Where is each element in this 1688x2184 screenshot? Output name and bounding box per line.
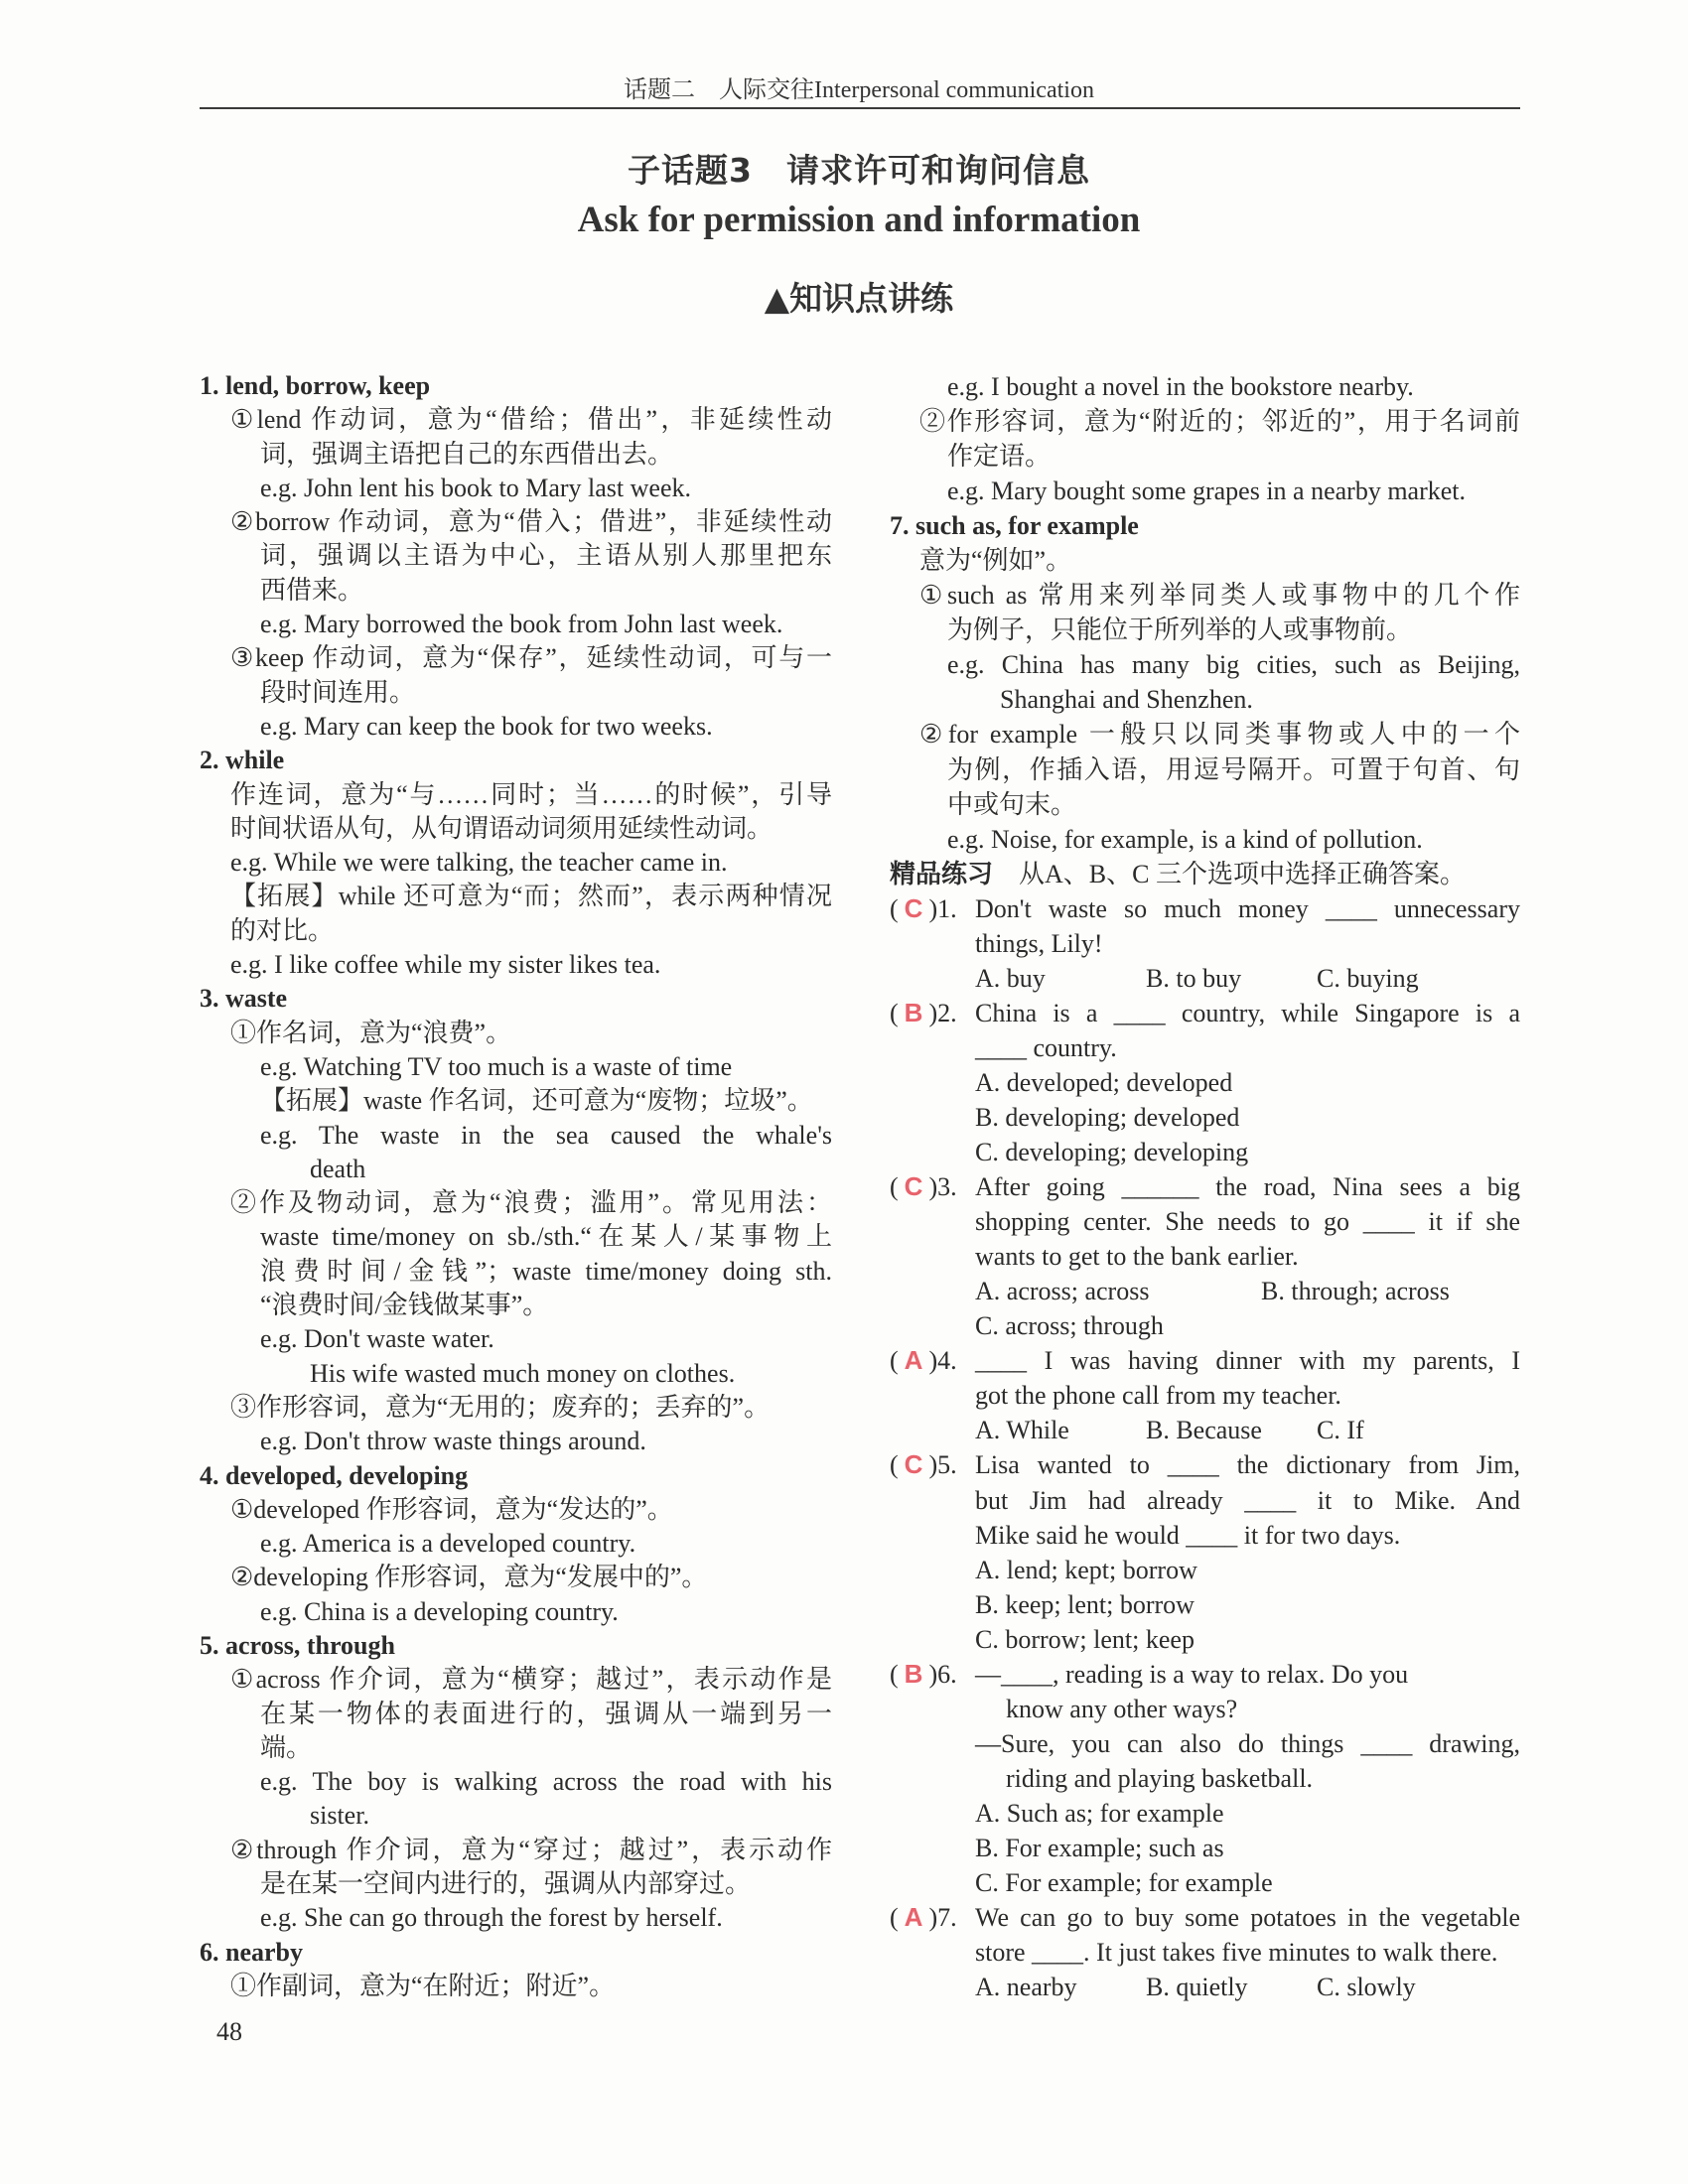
text-line (200, 1527, 832, 1561)
line-text: 作连词，意为“与……同时；当……的时候”，引导 (230, 779, 832, 809)
line-text: 从A、B、C 三个选项中选择正确答案。 (993, 859, 1466, 888)
line-text: After going ______ the road, Nina sees a big (975, 1172, 1520, 1202)
text-line (887, 1761, 1520, 1796)
line-text: 段时间连用。 (260, 677, 416, 707)
line-text: things, Lily! (975, 928, 1103, 958)
line-text: got the phone call from my teacher. (975, 1381, 1341, 1411)
text-line (200, 1425, 832, 1458)
line-text: ②through 作介词，意为“穿过；越过”，表示动作 (230, 1835, 832, 1864)
text-line (200, 880, 832, 913)
text-line (200, 778, 832, 812)
text-line (887, 717, 1520, 751)
text-line (200, 472, 832, 505)
line-text: 4. developed, developing (200, 1460, 469, 1490)
line-text: e.g. While we were talking, the teacher came in. (230, 848, 728, 878)
line-text: waste time/money on sb./sth.“在某人/某事物上 (260, 1222, 832, 1252)
line-text: A. developed; developed (975, 1067, 1233, 1097)
question-line (887, 1900, 1520, 1935)
header-rule (200, 107, 1520, 109)
text-line (200, 1799, 832, 1833)
line-text: e.g. Mary borrowed the book from John last week. (260, 610, 783, 639)
line-text: e.g. I bought a novel in the bookstore nearby. (947, 372, 1414, 401)
line-text: ③keep 作动词，意为“保存”，延续性动词，可与一 (230, 643, 832, 673)
item-heading (200, 982, 832, 1016)
text-line (887, 1378, 1520, 1413)
line-text: e.g. Watching TV too much is a waste of time (260, 1051, 733, 1081)
line-text: B. For example; such as (975, 1833, 1224, 1862)
line-text: sister. (310, 1801, 369, 1831)
text-line (200, 1186, 832, 1220)
line-text: 5. across, through (200, 1630, 395, 1660)
line-text: C. developing; developing (975, 1138, 1249, 1167)
question-prefix: ( B )6. (890, 1658, 957, 1689)
line-text: e.g. She can go through the forest by herself. (260, 1903, 723, 1933)
question-number: 4. (937, 1346, 957, 1376)
options-line (887, 1413, 1520, 1447)
question-prefix: ( A )7. (890, 1902, 957, 1933)
question-line (887, 1657, 1520, 1692)
line-text: 在某一物体的表面进行的，强调从一端到另一 (260, 1699, 832, 1728)
text-line (887, 1935, 1520, 1970)
line-text: A. Such as; for example (975, 1798, 1224, 1828)
line-text: ①developed 作形容词，意为“发达的”。 (230, 1494, 673, 1524)
line-text: but Jim had already ____ it to Mike. And (975, 1485, 1520, 1515)
line-text: —Sure, you can also do things ____ drawing, (975, 1728, 1520, 1758)
line-text: B. developing; developed (975, 1102, 1240, 1132)
text-line (887, 682, 1520, 717)
line-text: 【拓展】while 还可意为“而；然而”，表示两种情况 (230, 882, 832, 911)
line-text: ③作形容词，意为“无用的；废弃的；丢弃的”。 (230, 1392, 771, 1422)
line-text: wants to get to the bank earlier. (975, 1242, 1299, 1272)
text-line (200, 1834, 832, 1867)
text-line (200, 1084, 832, 1118)
text-line (200, 846, 832, 880)
text-line (200, 948, 832, 982)
text-line (887, 1553, 1520, 1587)
question-number: 2. (937, 998, 957, 1027)
line-text: 为例，作插入语，用逗号隔开。可置于句首、句 (947, 754, 1520, 784)
text-line (200, 1493, 832, 1527)
item-heading (200, 1629, 832, 1663)
line-text: 的对比。 (230, 915, 335, 945)
topic-title-en: Ask for permission and information (577, 200, 1141, 240)
text-line (887, 543, 1520, 578)
line-text: 3. waste (200, 984, 288, 1014)
option: C. slowly (1317, 1973, 1416, 2002)
item-heading (200, 744, 832, 777)
text-line (200, 1663, 832, 1697)
question-line (887, 891, 1520, 926)
answer-mark: C (904, 1171, 923, 1202)
option: A. across; across (975, 1277, 1150, 1306)
answer-mark: B (904, 997, 923, 1027)
item-heading (200, 369, 832, 403)
question-number: 5. (937, 1450, 957, 1480)
question-number: 6. (937, 1659, 957, 1689)
text-line (887, 1587, 1520, 1622)
line-text: Don't waste so much money ____ unnecessary (975, 893, 1520, 923)
line-text: ____ country. (975, 1032, 1117, 1062)
line-text: e.g. Don't waste water. (260, 1324, 494, 1354)
line-text: 中或句末。 (947, 789, 1077, 819)
text-line (200, 812, 832, 846)
option: B. to buy (1146, 963, 1242, 993)
option: B. quietly (1146, 1973, 1248, 2002)
text-line (887, 1692, 1520, 1726)
option: C. buying (1317, 963, 1419, 993)
text-line (887, 1100, 1520, 1135)
options-line (887, 1274, 1520, 1308)
text-line (887, 1308, 1520, 1343)
practice-label: 精品练习 (890, 859, 994, 889)
answer-mark: C (904, 1449, 923, 1480)
text-line (887, 369, 1520, 404)
text-line (887, 752, 1520, 787)
topic-title-cn: 子话题3 请求许可和询问信息 (628, 151, 1090, 190)
text-line (200, 1255, 832, 1289)
text-line (887, 1831, 1520, 1865)
text-line (887, 926, 1520, 961)
line-text: shopping center. She needs to go ____ it if she (975, 1207, 1520, 1237)
text-line (200, 1561, 832, 1594)
line-text: ②borrow 作动词，意为“借入；借进”，非延续性动 (230, 507, 832, 537)
line-text: 西借来。 (260, 575, 364, 605)
line-text: riding and playing basketball. (1006, 1763, 1314, 1793)
question-prefix: ( C )3. (890, 1171, 957, 1202)
line-text: 作定语。 (947, 442, 1052, 472)
line-text: A. lend; kept; borrow (975, 1555, 1197, 1584)
line-text: 浪费时间/金钱”；waste time/money doing sth. (260, 1256, 832, 1286)
question-line (887, 996, 1520, 1030)
text-line (200, 505, 832, 539)
running-header: 话题二 人际交往Interpersonal communication (624, 77, 1094, 103)
text-line (200, 1595, 832, 1629)
line-text: 6. nearby (200, 1937, 303, 1967)
line-text: ①作名词，意为“浪费”。 (230, 1018, 512, 1047)
text-line (200, 574, 832, 608)
text-line (200, 1322, 832, 1356)
section-title: ▲知识点讲练 (764, 279, 954, 318)
line-text: C. For example; for example (975, 1868, 1273, 1898)
options-line (887, 961, 1520, 996)
text-line (887, 647, 1520, 682)
left-column (200, 369, 832, 2003)
line-text: His wife wasted much money on clothes. (310, 1358, 736, 1388)
text-line (887, 787, 1520, 822)
line-text: Shanghai and Shenzhen. (1000, 685, 1253, 715)
line-text: ①such as 常用来列举同类人或事物中的几个作 (919, 581, 1520, 611)
line-text: e.g. Don't throw waste things around. (260, 1427, 646, 1456)
text-line (887, 1622, 1520, 1657)
item-heading (200, 1936, 832, 1970)
text-line (887, 1796, 1520, 1831)
text-line (887, 822, 1520, 857)
text-line (887, 578, 1520, 613)
text-line (887, 857, 1520, 891)
line-text: e.g. John lent his book to Mary last week. (260, 473, 691, 502)
line-text: 端。 (260, 1732, 313, 1762)
option: A. buy (975, 963, 1046, 993)
question-line (887, 1169, 1520, 1204)
page-number: 48 (216, 2017, 242, 2046)
line-text: e.g. I like coffee while my sister likes tea. (230, 950, 661, 980)
line-text: e.g. Mary bought some grapes in a nearby market. (947, 477, 1467, 506)
text-line (887, 1135, 1520, 1169)
line-text: 7. such as, for example (890, 511, 1139, 541)
text-line (200, 676, 832, 710)
line-text: ②for example 一般只以同类事物或人中的一个 (919, 720, 1520, 750)
text-line (200, 1731, 832, 1765)
options-line (887, 1970, 1520, 2004)
line-text: e.g. The waste in the sea caused the whale's (260, 1120, 832, 1150)
line-text: Mike said he would ____ it for two days. (975, 1520, 1401, 1550)
line-text: ②作及物动词，意为“浪费；滥用”。常见用法： (230, 1188, 832, 1218)
text-line (200, 1153, 832, 1186)
line-text: ____ I was having dinner with my parents, I (975, 1346, 1520, 1376)
line-text: ②developing 作形容词，意为“发展中的”。 (230, 1563, 708, 1592)
text-line (887, 474, 1520, 508)
line-text: e.g. The boy is walking across the road with his (260, 1767, 832, 1797)
line-text: 【拓展】waste 作名词，还可意为“废物；垃圾”。 (260, 1086, 813, 1116)
line-text: ①across 作介词，意为“横穿；越过”，表示动作是 (230, 1665, 832, 1695)
option: A. nearby (975, 1973, 1077, 2002)
text-line (887, 1030, 1520, 1065)
text-line (200, 1289, 832, 1322)
text-line (200, 1220, 832, 1254)
item-heading (200, 1459, 832, 1493)
item-heading (887, 508, 1520, 543)
answer-mark: C (904, 892, 923, 923)
question-line (887, 1343, 1520, 1378)
line-text: death (310, 1154, 366, 1183)
line-text: C. borrow; lent; keep (975, 1624, 1195, 1654)
text-line (887, 1865, 1520, 1900)
line-text: e.g. America is a developed country. (260, 1529, 636, 1559)
text-line (200, 608, 832, 641)
text-line (200, 1391, 832, 1425)
line-text: e.g. Mary can keep the book for two weeks. (260, 711, 713, 741)
text-line (200, 1901, 832, 1935)
line-text: e.g. China has many big cities, such as Beijing, (947, 650, 1520, 680)
text-line (887, 1239, 1520, 1274)
line-text: ①作副词，意为“在附近；附近”。 (230, 1971, 616, 2000)
line-text: 2. while (200, 746, 285, 775)
line-text: e.g. China is a developing country. (260, 1596, 619, 1626)
text-line (200, 1119, 832, 1153)
line-text: —____, reading is a way to relax. Do you (975, 1659, 1409, 1689)
text-line (887, 1065, 1520, 1100)
question-number: 3. (937, 1172, 957, 1202)
line-text: 是在某一空间内进行的，强调从内部穿过。 (260, 1869, 752, 1899)
line-text: Lisa wanted to ____ the dictionary from Jim, (975, 1450, 1520, 1480)
line-text: We can go to buy some potatoes in the vegetable (975, 1903, 1520, 1933)
answer-mark: A (904, 1345, 923, 1376)
line-text: 意为“例如”。 (919, 546, 1072, 576)
option: B. through; across (1261, 1277, 1450, 1306)
line-text: 时间状语从句，从句谓语动词须用延续性动词。 (230, 813, 774, 843)
text-line (200, 710, 832, 744)
line-text: 词，强调主语把自己的东西借出去。 (260, 439, 674, 469)
line-text: “浪费时间/金钱做某事”。 (260, 1291, 549, 1320)
question-prefix: ( A )4. (890, 1345, 957, 1376)
option: C. If (1317, 1416, 1364, 1445)
text-line (887, 1726, 1520, 1761)
text-line (887, 613, 1520, 647)
text-line (887, 1204, 1520, 1239)
text-line (200, 1867, 832, 1901)
line-text: ①lend 作动词，意为“借给；借出”，非延续性动 (230, 405, 832, 435)
question-prefix: ( C )5. (890, 1449, 957, 1480)
question-number: 1. (937, 893, 957, 923)
line-text: know any other ways? (1006, 1694, 1238, 1723)
text-line (887, 1483, 1520, 1518)
option: A. While (975, 1416, 1069, 1445)
line-text: 词，强调以主语为中心，主语从别人那里把东 (260, 541, 832, 571)
question-number: 7. (937, 1903, 957, 1933)
question-prefix: ( C )1. (890, 892, 957, 923)
line-text: B. keep; lent; borrow (975, 1589, 1195, 1619)
text-line (887, 1518, 1520, 1553)
option: B. Because (1146, 1416, 1262, 1445)
right-column (887, 369, 1520, 2004)
line-text: store ____. It just takes five minutes to walk there. (975, 1938, 1498, 1968)
line-text: C. across; through (975, 1311, 1164, 1341)
text-line (200, 641, 832, 675)
line-text: ②作形容词，意为“附近的；邻近的”，用于名词前 (919, 407, 1520, 437)
text-line (200, 1357, 832, 1391)
line-text: China is a ____ country, while Singapore is a (975, 998, 1520, 1027)
text-line (200, 914, 832, 948)
text-line (200, 1017, 832, 1050)
text-line (200, 438, 832, 472)
answer-mark: B (904, 1658, 923, 1689)
line-text: 1. lend, borrow, keep (200, 371, 431, 400)
text-line (200, 403, 832, 437)
answer-mark: A (904, 1902, 923, 1933)
text-line (200, 539, 832, 573)
line-text: 为例子，只能位于所列举的人或事物前。 (947, 615, 1413, 645)
line-text: e.g. Noise, for example, is a kind of pollution. (947, 824, 1423, 854)
text-line (200, 1765, 832, 1799)
question-line (887, 1447, 1520, 1482)
text-line (200, 1050, 832, 1084)
text-line (200, 1970, 832, 2003)
text-line (887, 439, 1520, 474)
text-line (200, 1698, 832, 1731)
text-line (887, 404, 1520, 439)
question-prefix: ( B )2. (890, 997, 957, 1027)
